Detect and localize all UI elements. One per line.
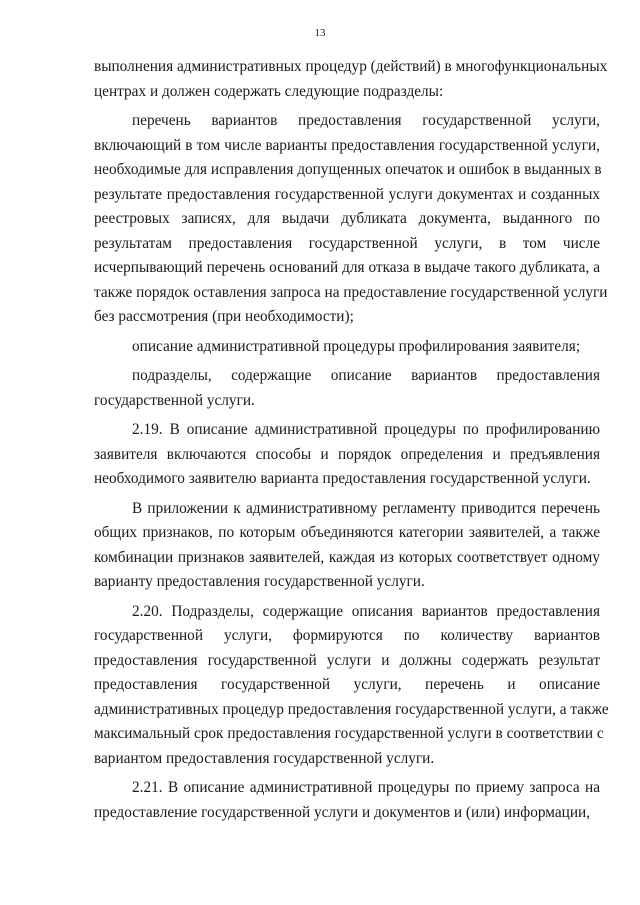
paragraph-p5 — [94, 418, 600, 492]
text-line: заявителя включаются способы и порядок определения и предъявления — [94, 445, 600, 463]
document-body — [94, 55, 609, 825]
text-line: подразделы, содержащие описание вариантов предоставления — [132, 367, 600, 384]
text-line: варианту предоставления государственной услуги. — [94, 573, 425, 590]
text-line: 2.19. В описание административной процедуры по профилированию — [132, 421, 600, 438]
text-line: результатам предоставления государственной услуги, в том числе — [94, 234, 600, 252]
text-line: перечень вариантов предоставления государственной услуги, — [132, 112, 600, 129]
text-line: результате предоставления государственной услуги документах и созданных — [94, 185, 600, 203]
text-line: включающий в том числе варианты предоставления государственной услуги, — [94, 136, 600, 154]
text-line: выполнения административных процедур (действий) в многофункциональных — [94, 58, 608, 75]
text-line: необходимые для исправления допущенных опечаток и ошибок в выданных в — [94, 161, 602, 178]
paragraph-p7 — [94, 600, 609, 772]
paragraph-p4 — [94, 364, 600, 413]
text-line: государственной услуги, формируются по количеству вариантов — [94, 627, 600, 644]
text-line: вариантом предоставления государственной услуги. — [94, 749, 435, 767]
page-number: 13 — [314, 27, 326, 39]
text-line: предоставления государственной услуги и должны содержать результат — [94, 651, 600, 669]
text-line: реестровых записях, для выдачи дубликата документа, выданного по — [94, 210, 600, 227]
text-line: описание административной процедуры профилирования заявителя; — [132, 337, 581, 355]
paragraph-p2 — [94, 109, 608, 330]
text-line: В приложении к административному регламенту приводится перечень — [132, 499, 600, 517]
paragraph-p3 — [94, 335, 600, 360]
text-line: комбинации признаков заявителей, каждая из которых соответствует одному — [94, 548, 600, 566]
text-line: максимальный срок предоставления государственной услуги в соответствии с — [94, 725, 604, 742]
paragraph-p8 — [94, 776, 600, 825]
text-line: без рассмотрения (при необходимости); — [94, 308, 354, 325]
text-line: государственной услуги. — [94, 391, 255, 409]
text-line: также порядок оставления запроса на предоставление государственной услуги — [94, 283, 608, 301]
text-line: 2.20. Подразделы, содержащие описания вариантов предоставления — [132, 602, 600, 620]
text-line: предоставления государственной услуги, перечень и описание — [94, 676, 600, 693]
paragraph-p6 — [94, 497, 600, 595]
text-line: предоставление государственной услуги и документов и (или) информации, — [94, 803, 591, 821]
text-line: административных процедур предоставления государственной услуги, а также — [94, 700, 609, 718]
paragraph-p1 — [94, 55, 608, 104]
text-line: необходимого заявителю варианта предоставления государственной услуги. — [94, 470, 591, 487]
text-line: исчерпывающий перечень оснований для отказа в выдаче такого дубликата, а — [94, 259, 600, 276]
text-line: общих признаков, по которым объединяются категории заявителей, а также — [94, 524, 600, 541]
text-line: центрах и должен содержать следующие подразделы: — [94, 82, 444, 100]
text-line: 2.21. В описание административной процедуры по приему запроса на — [132, 779, 600, 796]
